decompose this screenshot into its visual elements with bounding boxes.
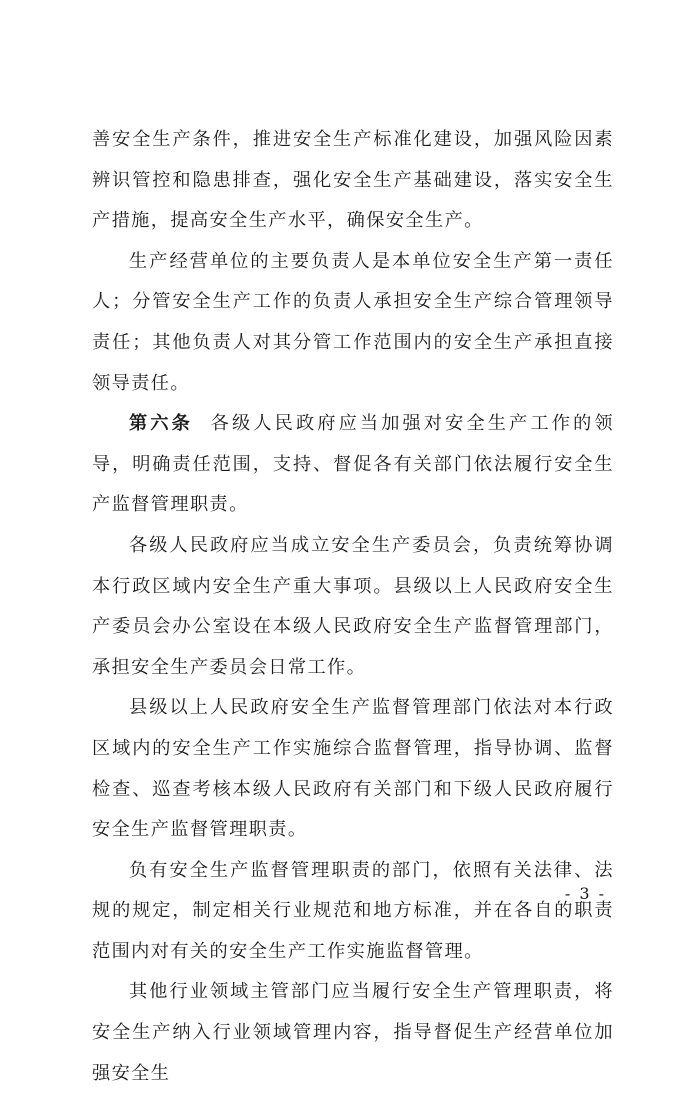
paragraph-safety-committee: 各级人民政府应当成立安全生产委员会，负责统筹协调本行政区域内安全生产重大事项。县级以上人民政府安全生产委员会办公室设在本级人民政府安全生产监督管理部门，承担安全生产委员会日常工作。 bbox=[92, 534, 614, 678]
paragraph-continued: 善安全生产条件，推进安全生产标准化建设，加强风险因素辨识管控和隐患排查，强化安全生产基础建设，落实安全生产措施，提高安全生产水平，确保安全生产。 bbox=[92, 129, 614, 232]
paragraph-responsible-departments: 负有安全生产监督管理职责的部门，依照有关法律、法规的规定，制定相关行业规范和地方标准，并在各自的职责范围内对有关的安全生产工作实施监督管理。 bbox=[92, 859, 614, 962]
article-6-text: 各级人民政府应当加强对安全生产工作的领导，明确责任范围，支持、督促各有关部门依法履行安全生产监督管理职责。 bbox=[92, 413, 614, 516]
paragraph-supervision-department: 县级以上人民政府安全生产监督管理部门依法对本行政区域内的安全生产工作实施综合监督管理，指导协调、监督检查、巡查考核本级人民政府有关部门和下级人民政府履行安全生产监督管理职责。 bbox=[92, 697, 614, 841]
document-body bbox=[92, 120, 614, 1094]
paragraph-responsibility: 生产经营单位的主要负责人是本单位安全生产第一责任人；分管安全生产工作的负责人承担安全生产综合管理领导责任；其他负责人对其分管工作范围内的安全生产承担直接领导责任。 bbox=[92, 250, 614, 394]
article-6-paragraph bbox=[92, 404, 614, 526]
paragraph-industry-authorities: 其他行业领域主管部门应当履行安全生产管理职责，将安全生产纳入行业领域管理内容，指导督促生产经营单位加强安全生 bbox=[92, 981, 614, 1084]
article-6-label: 第六条 bbox=[129, 413, 193, 435]
page-number: - 3 - bbox=[564, 884, 606, 903]
